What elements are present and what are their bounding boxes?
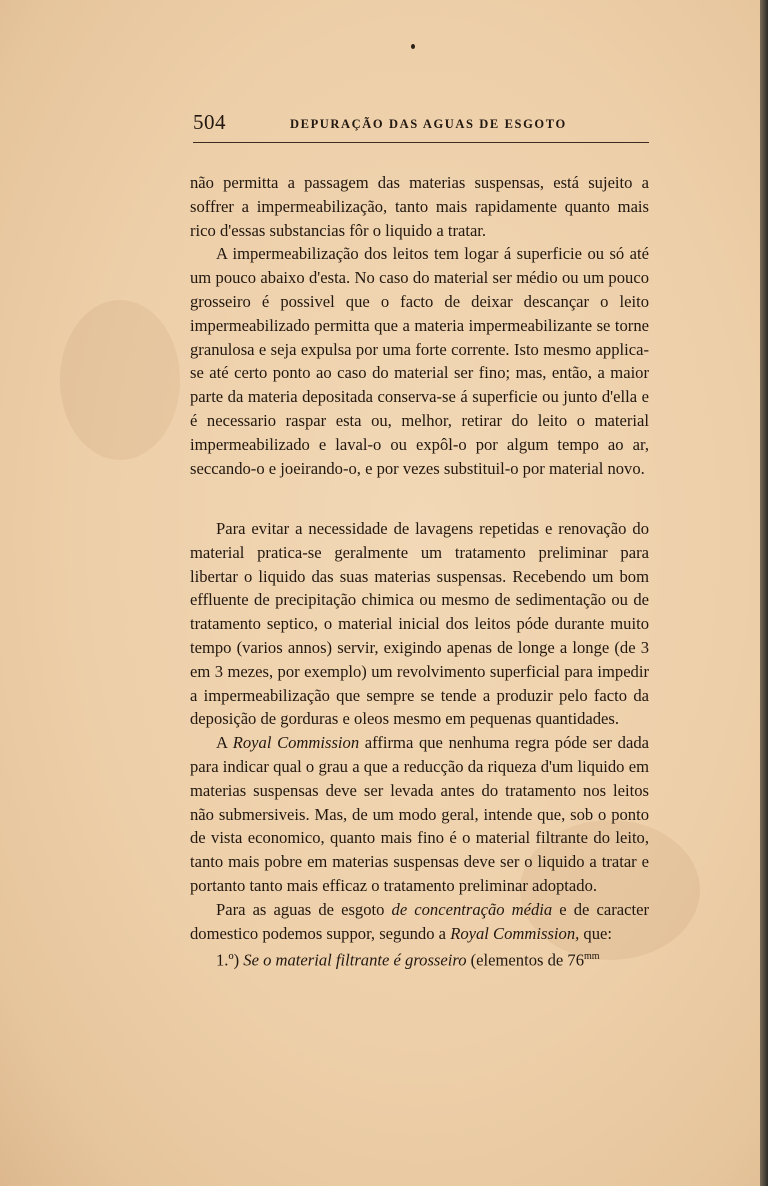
paragraph: [190, 242, 649, 480]
ink-speck: [411, 44, 415, 49]
text-run: e de caracter domestico podemos suppor, segundo a: [190, 899, 649, 943]
italic-phrase: de concentração média: [391, 899, 553, 919]
paragraph: [190, 731, 649, 898]
running-title: DEPURAÇÃO DAS AGUAS DE ESGOTO: [290, 117, 567, 131]
italic-phrase: Royal Commission: [232, 733, 360, 753]
text-run: 1.º): [216, 950, 244, 970]
paragraph: [190, 171, 649, 242]
text-run: (elementos de 76: [466, 950, 585, 970]
header-rule: [193, 142, 649, 143]
text-block-lower: [190, 517, 649, 973]
unit-superscript: mm: [584, 951, 600, 963]
italic-phrase: Royal Commission,: [450, 923, 580, 943]
text-run: não permitta a passagem das materias suspensas, está sujeito a soffrer a impermeabilização, tanto mais rapidamente quanto mais rico d'essas substancias fôr o liquido a tratar.: [190, 173, 649, 240]
text-block-upper: [190, 171, 649, 480]
italic-phrase: Se o material filtrante é grosseiro: [243, 950, 467, 970]
text-run: A: [216, 733, 233, 753]
text-run: A impermeabilização dos leitos tem logar á superficie ou só até um pouco abaixo d'esta. No caso do material ser médio ou um pouco grosseiro é possivel que o facto de deixar descançar o leito impermeabilizado permitta que a materia impermeabilizante se torne granulosa e seja expulsa por uma forte corrente. Isto mesmo applica-se até certo ponto ao caso do material ser fino; mas, então, a maior parte da materia depositada conserva-se á superficie ou junto d'ella e é necessario raspar esta ou, melhor, retirar do leito o material impermeabilizado e laval-o ou expôl-o por algum tempo ao ar, seccando-o e joeirando-o, e por vezes substituil-o por material novo.: [190, 244, 649, 478]
page-number: 504: [193, 110, 226, 134]
page-edge: [760, 0, 768, 1186]
running-head: [193, 110, 649, 138]
paper-stain: [60, 300, 180, 460]
text-run: que:: [579, 923, 612, 943]
text-run: Para as aguas de esgoto: [216, 899, 392, 919]
text-run: affirma que nenhuma regra póde ser dada para indicar qual o grau a que a reducção da riqueza d'um liquido em materias suspensas deve ser levada antes do tratamento nos leitos não submersiveis. Mas, de um modo geral, intende que, sob o ponto de vista economico, quanto mais fino é o material filtrante do leito, tanto mais pobre em materias suspensas deve ser o liquido a tratar e portanto tanto mais efficaz o tratamento preliminar adoptado.: [190, 733, 649, 895]
paragraph: [190, 898, 649, 946]
paragraph: [190, 517, 649, 731]
text-run: Para evitar a necessidade de lavagens repetidas e renovação do material pratica-se geralmente um tratamento preliminar para libertar o liquido das suas materias suspensas. Recebendo um bom effluente de precipitação chimica ou mesmo de sedimentação ou de tratamento septico, o material inicial dos leitos póde durante muito tempo (varios annos) servir, exigindo apenas de longe a longe (de 3 em 3 mezes, por exemplo) um revolvimento superficial para impedir a impermeabilização que sempre se tende a produzir pelo facto da deposição de gorduras e oleos mesmo em pequenas quantidades.: [190, 519, 649, 729]
paragraph: [190, 945, 649, 972]
